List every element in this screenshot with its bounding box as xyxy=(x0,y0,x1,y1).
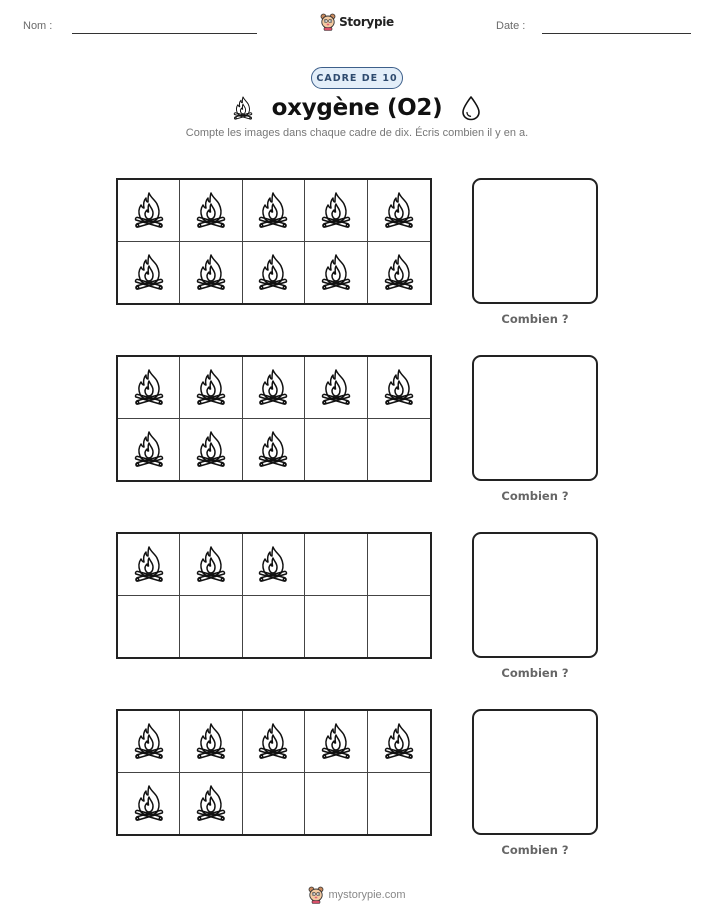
frame-cell xyxy=(243,242,305,304)
frame-cell xyxy=(180,534,242,596)
frame-cell xyxy=(118,773,180,835)
campfire-icon xyxy=(318,252,354,292)
answer-box-2[interactable] xyxy=(472,355,598,481)
name-line[interactable] xyxy=(72,33,257,34)
water-drop-icon xyxy=(459,95,483,121)
frame-cell xyxy=(368,180,430,242)
frame-cell xyxy=(305,596,367,658)
frame-cell xyxy=(118,596,180,658)
frame-cell xyxy=(180,419,242,481)
frame-cell xyxy=(180,180,242,242)
campfire-icon xyxy=(131,783,167,823)
campfire-icon xyxy=(193,190,229,230)
campfire-icon xyxy=(255,429,291,469)
campfire-icon xyxy=(193,544,229,584)
frame-cell xyxy=(180,242,242,304)
campfire-icon xyxy=(255,544,291,584)
campfire-icon xyxy=(318,190,354,230)
frame-cell xyxy=(118,180,180,242)
campfire-icon xyxy=(193,429,229,469)
storypie-bear-logo-icon xyxy=(308,886,324,904)
ten-frame-3 xyxy=(116,532,432,659)
answer-label-4: Combien ? xyxy=(501,843,569,857)
campfire-icon xyxy=(193,367,229,407)
campfire-icon xyxy=(381,367,417,407)
frame-cell xyxy=(118,534,180,596)
storypie-bear-logo-icon xyxy=(320,13,336,31)
instructions: Compte les images dans chaque cadre de dix. Écris combien il y en a. xyxy=(185,127,529,139)
campfire-icon xyxy=(131,367,167,407)
ten-frame-4 xyxy=(116,709,432,836)
title-row xyxy=(0,92,714,124)
campfire-icon xyxy=(255,190,291,230)
answer-label-2: Combien ? xyxy=(501,489,569,503)
frame-cell xyxy=(305,357,367,419)
frame-cell xyxy=(243,773,305,835)
campfire-icon xyxy=(255,252,291,292)
frame-cell xyxy=(243,357,305,419)
campfire-icon xyxy=(318,721,354,761)
campfire-icon xyxy=(381,190,417,230)
frame-cell xyxy=(118,419,180,481)
frame-cell xyxy=(368,711,430,773)
campfire-icon xyxy=(193,721,229,761)
campfire-icon xyxy=(381,252,417,292)
frame-cell xyxy=(118,711,180,773)
page-title: oxygène (O2) xyxy=(271,95,443,121)
frame-cell xyxy=(243,534,305,596)
frame-cell xyxy=(180,596,242,658)
answer-box-3[interactable] xyxy=(472,532,598,658)
brand-name: Storypie xyxy=(339,15,394,29)
campfire-icon xyxy=(131,721,167,761)
footer xyxy=(0,886,714,904)
frame-cell xyxy=(118,357,180,419)
campfire-icon xyxy=(131,544,167,584)
frame-cell xyxy=(305,773,367,835)
date-label: Date : xyxy=(496,20,526,32)
frame-cell xyxy=(368,419,430,481)
frame-cell xyxy=(180,711,242,773)
frame-cell xyxy=(368,357,430,419)
campfire-icon xyxy=(193,252,229,292)
answer-box-1[interactable] xyxy=(472,178,598,304)
category-badge: CADRE DE 10 xyxy=(311,67,403,89)
frame-cell xyxy=(180,773,242,835)
frame-cell xyxy=(180,357,242,419)
frame-cell xyxy=(305,711,367,773)
campfire-icon xyxy=(131,429,167,469)
frame-cell xyxy=(305,534,367,596)
frame-cell xyxy=(243,711,305,773)
campfire-icon xyxy=(131,190,167,230)
answer-label-3: Combien ? xyxy=(501,666,569,680)
frame-cell xyxy=(368,242,430,304)
campfire-icon xyxy=(193,783,229,823)
campfire-icon xyxy=(255,367,291,407)
footer-url[interactable]: mystorypie.com xyxy=(328,889,406,901)
answer-label-1: Combien ? xyxy=(501,312,569,326)
frame-cell xyxy=(118,242,180,304)
frame-cell xyxy=(368,534,430,596)
frame-cell xyxy=(368,596,430,658)
answer-box-4[interactable] xyxy=(472,709,598,835)
campfire-icon xyxy=(255,721,291,761)
frame-cell xyxy=(305,419,367,481)
date-line[interactable] xyxy=(542,33,691,34)
campfire-icon xyxy=(318,367,354,407)
campfire-icon xyxy=(231,95,255,121)
frame-cell xyxy=(368,773,430,835)
frame-cell xyxy=(305,180,367,242)
campfire-icon xyxy=(131,252,167,292)
campfire-icon xyxy=(381,721,417,761)
name-label: Nom : xyxy=(23,20,53,32)
ten-frame-2 xyxy=(116,355,432,482)
frame-cell xyxy=(243,596,305,658)
frame-cell xyxy=(243,180,305,242)
brand xyxy=(0,13,714,31)
ten-frame-1 xyxy=(116,178,432,305)
frame-cell xyxy=(243,419,305,481)
frame-cell xyxy=(305,242,367,304)
